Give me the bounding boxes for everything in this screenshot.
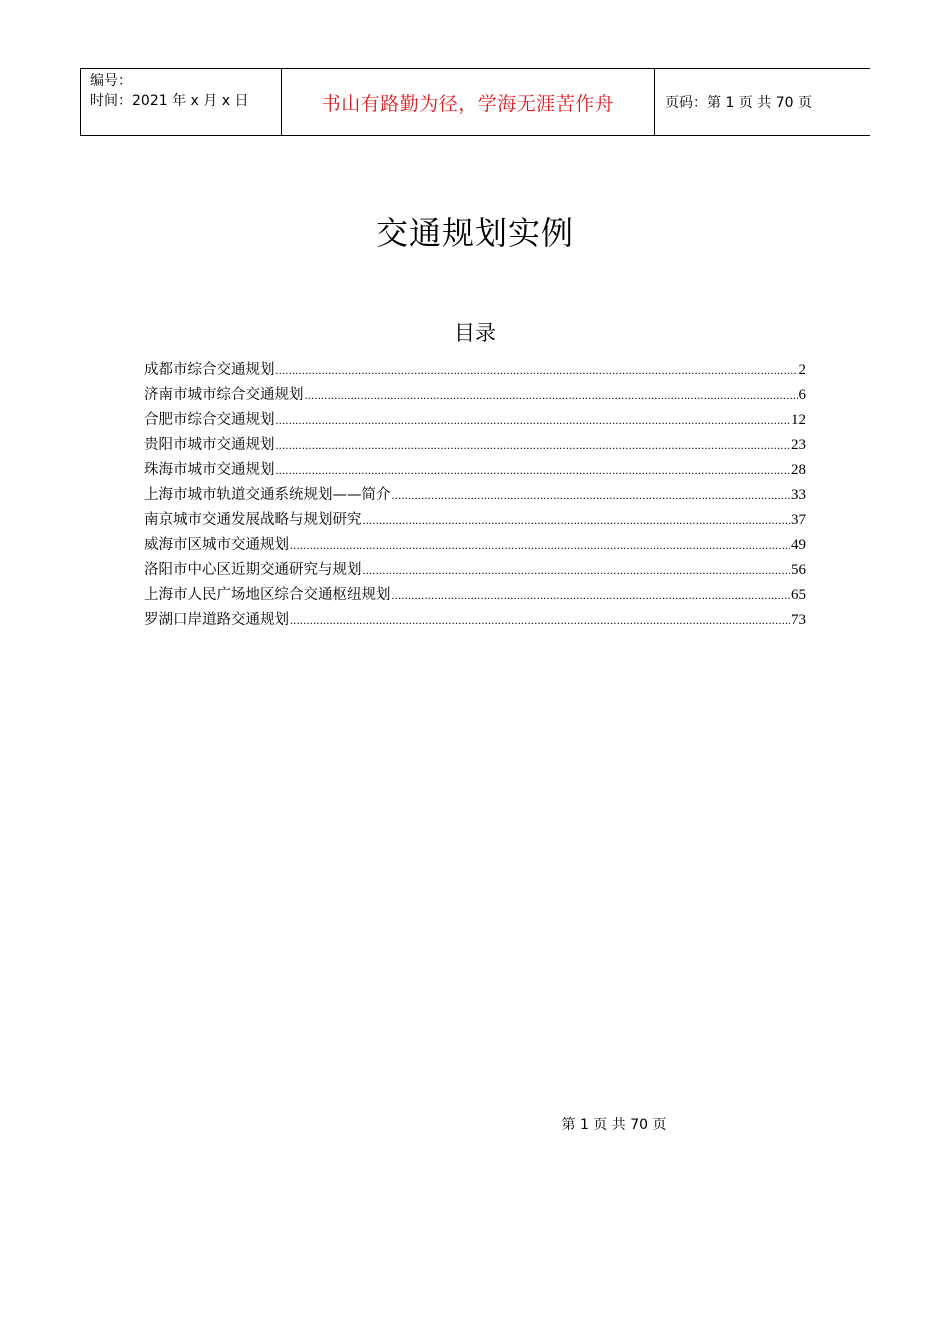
toc-leader-dots: [305, 383, 798, 408]
toc-entry-page: 56: [791, 562, 806, 578]
toc-entry[interactable]: [144, 483, 806, 508]
toc-entry[interactable]: [144, 508, 806, 533]
toc-leader-dots: [290, 533, 790, 558]
toc-entry-page: 2: [798, 362, 806, 378]
toc-leader-dots: [290, 608, 790, 633]
header-page-cell: [655, 69, 870, 135]
toc-entry-title: 济南市城市综合交通规划: [144, 387, 304, 403]
toc-entry[interactable]: [144, 608, 806, 633]
toc-entry[interactable]: [144, 583, 806, 608]
number-label: 编号：: [90, 73, 132, 89]
toc-leader-dots: [276, 433, 791, 458]
toc-entry-page: 37: [791, 512, 806, 528]
date-label: 时间：2021 年 x 月 x 日: [90, 93, 249, 109]
toc-entry-title: 罗湖口岸道路交通规划: [144, 612, 289, 628]
toc-leader-dots: [363, 508, 791, 533]
toc-leader-dots: [392, 483, 791, 508]
page-footer: 第 1 页 共 70 页: [561, 1117, 667, 1133]
toc-heading: 目录: [454, 321, 496, 345]
toc-entry[interactable]: [144, 358, 806, 383]
toc-entry[interactable]: [144, 533, 806, 558]
table-of-contents: [144, 358, 806, 633]
toc-entry-title: 威海市区城市交通规划: [144, 537, 289, 553]
toc-entry-title: 合肥市综合交通规划: [144, 412, 275, 428]
document-header: [80, 68, 870, 136]
toc-entry-page: 6: [798, 387, 806, 403]
toc-leader-dots: [392, 583, 791, 608]
toc-leader-dots: [363, 558, 791, 583]
toc-entry[interactable]: [144, 458, 806, 483]
toc-entry-title: 珠海市城市交通规划: [144, 462, 275, 478]
toc-entry-page: 12: [791, 412, 806, 428]
document-title: 交通规划实例: [375, 214, 574, 252]
toc-leader-dots: [276, 458, 791, 483]
header-meta-cell: [81, 69, 282, 135]
toc-leader-dots: [276, 358, 798, 383]
toc-entry-page: 28: [791, 462, 806, 478]
motto-text: 书山有路勤为径，学海无涯苦作舟: [321, 92, 615, 115]
toc-entry-page: 65: [791, 587, 806, 603]
toc-entry-title: 贵阳市城市交通规划: [144, 437, 275, 453]
toc-entry[interactable]: [144, 433, 806, 458]
toc-entry[interactable]: [144, 558, 806, 583]
toc-entry-page: 73: [791, 612, 806, 628]
toc-entry[interactable]: [144, 408, 806, 433]
header-motto-cell: [282, 69, 655, 135]
toc-entry-page: 49: [791, 537, 806, 553]
toc-leader-dots: [276, 408, 791, 433]
toc-entry-title: 南京城市交通发展战略与规划研究: [144, 512, 362, 528]
page-info: 页码：第 1 页 共 70 页: [665, 95, 812, 111]
toc-entry-page: 23: [791, 437, 806, 453]
toc-entry[interactable]: [144, 383, 806, 408]
toc-entry-title: 成都市综合交通规划: [144, 362, 275, 378]
toc-entry-title: 上海市城市轨道交通系统规划——简介: [144, 487, 391, 503]
toc-entry-title: 洛阳市中心区近期交通研究与规划: [144, 562, 362, 578]
toc-entry-page: 33: [791, 487, 806, 503]
toc-entry-title: 上海市人民广场地区综合交通枢纽规划: [144, 587, 391, 603]
